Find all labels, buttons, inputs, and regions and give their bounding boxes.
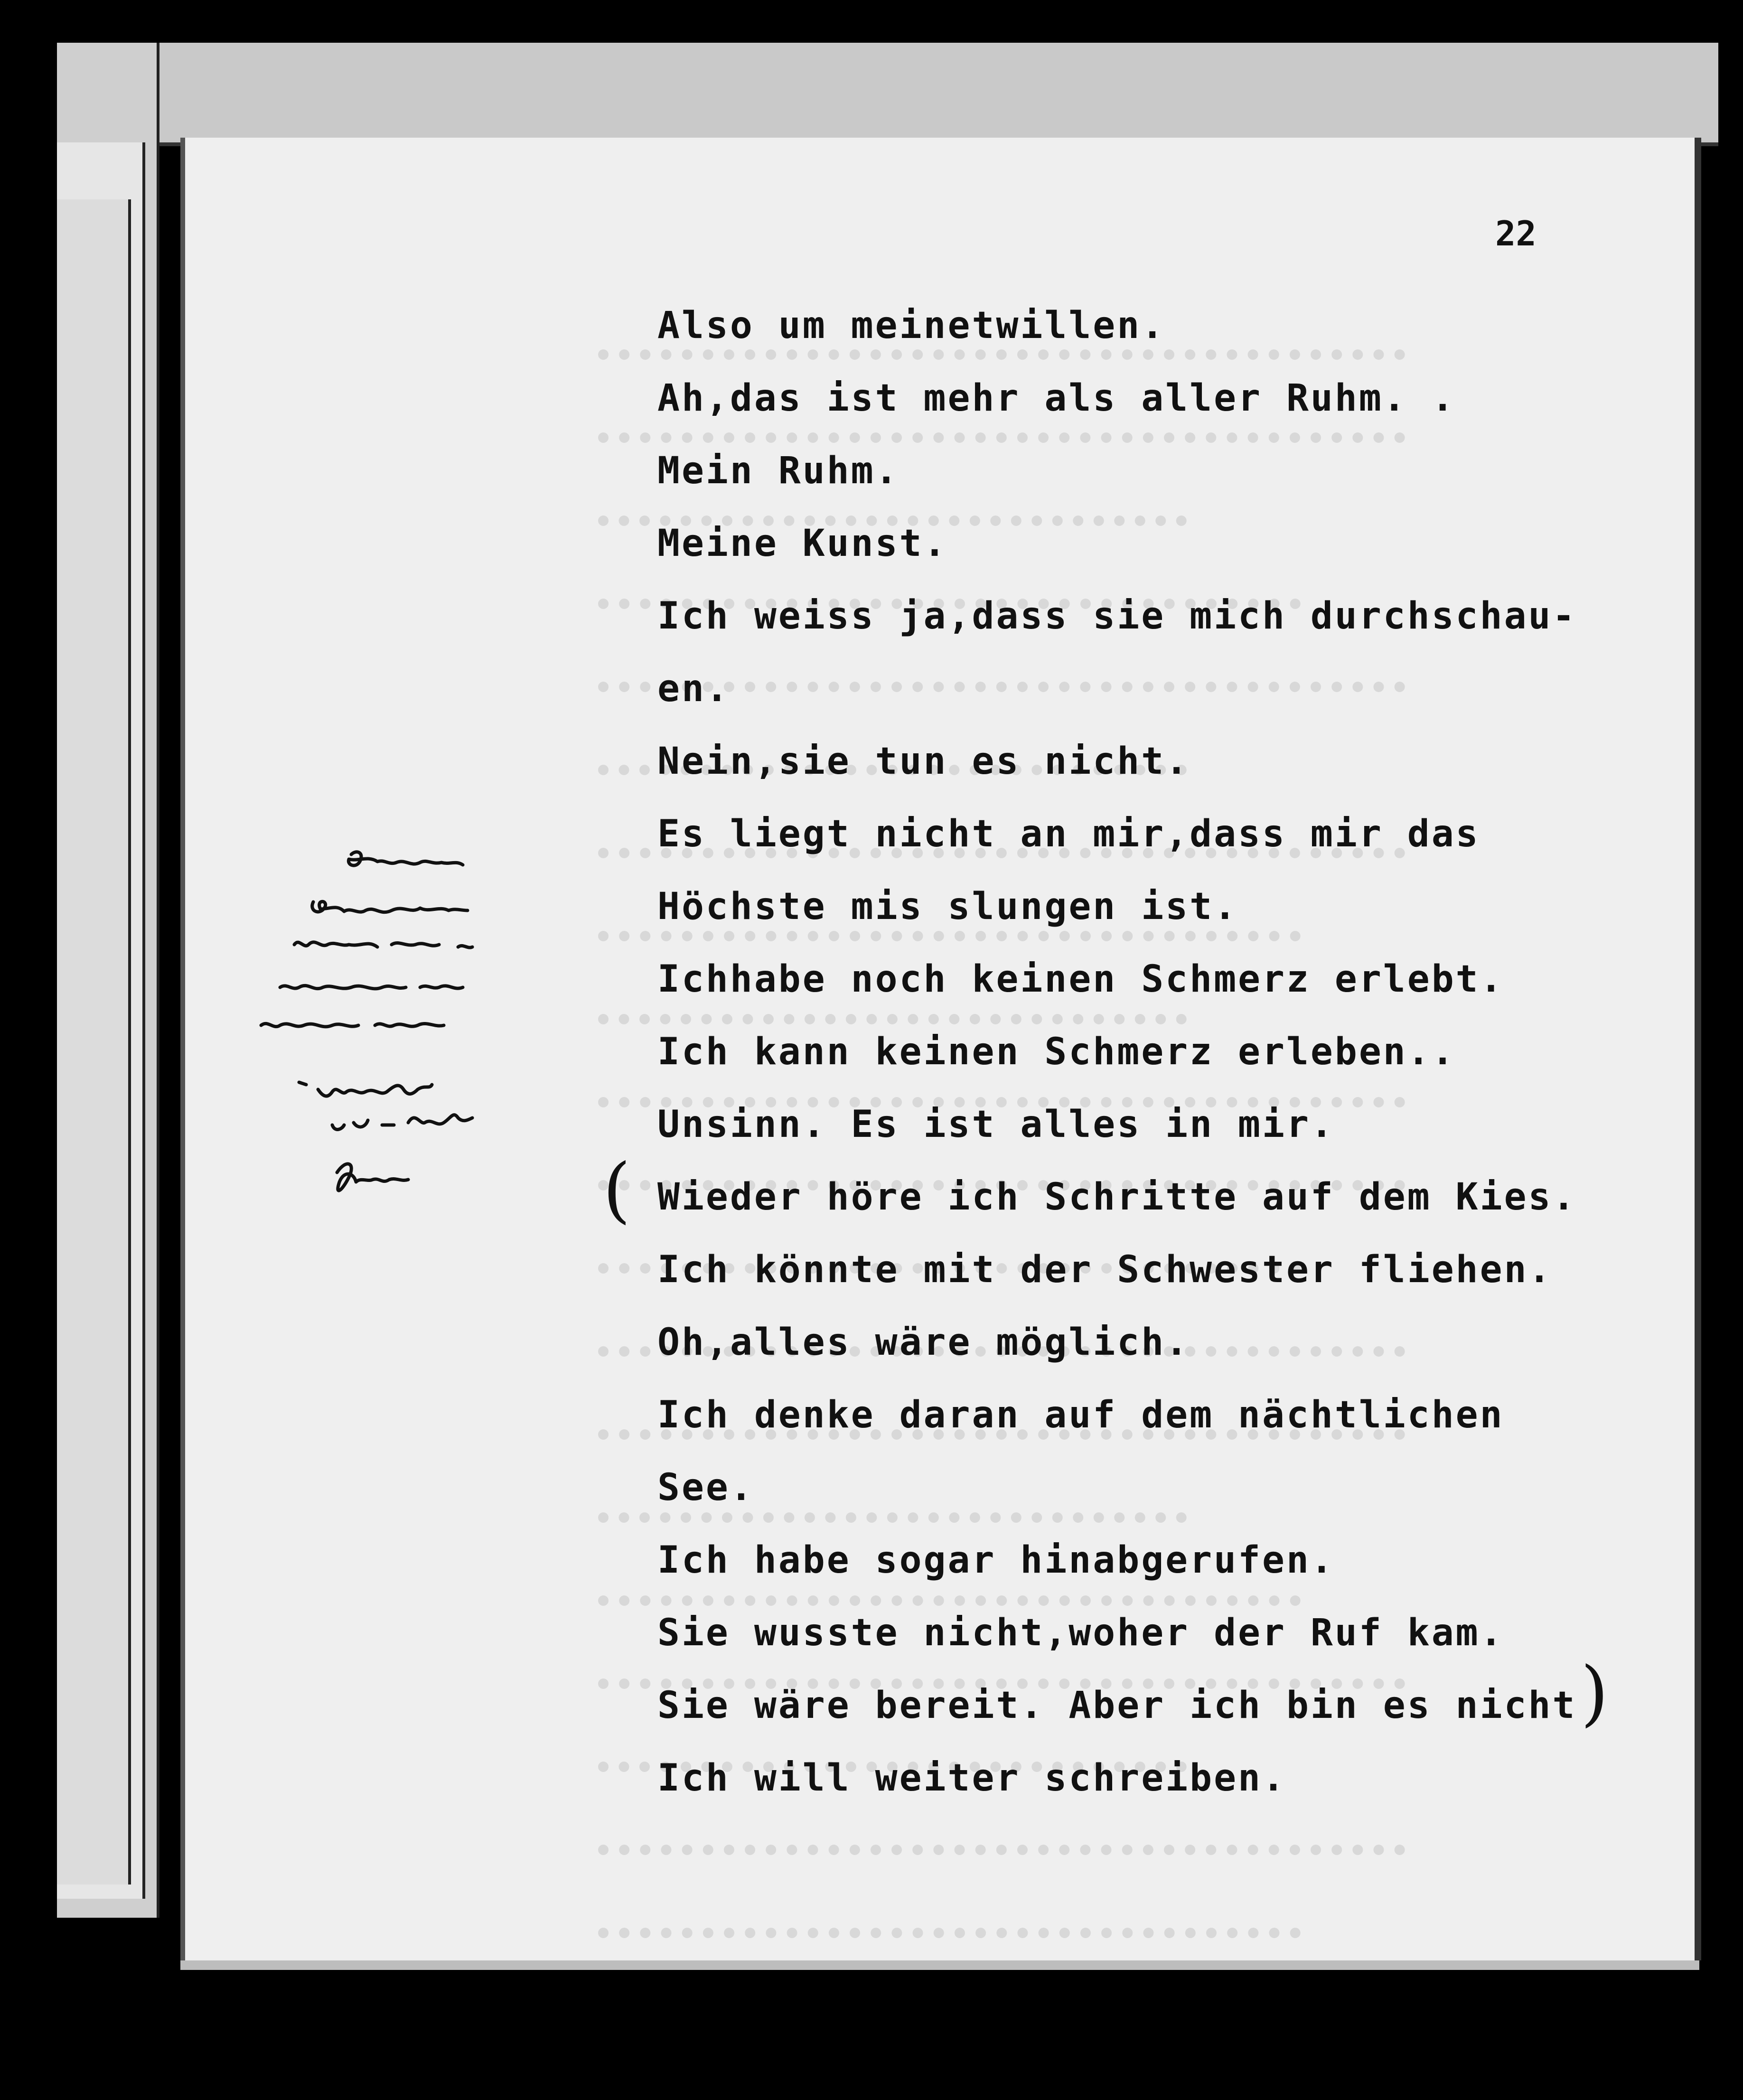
binder-top-strip xyxy=(57,43,1718,146)
text-line: Sie wusste nicht,woher der Ruf kam. xyxy=(657,1612,1504,1654)
page-number: 22 xyxy=(1495,214,1537,253)
text-line: en. xyxy=(657,667,730,710)
text-line: Unsinn. Es ist alles in mir. xyxy=(657,1103,1335,1146)
text-line: Also um meinetwillen. xyxy=(657,304,1166,347)
text-line: Ah,das ist mehr als aller Ruhm. . xyxy=(657,377,1456,420)
text-line: Es liegt nicht an mir,dass mir das xyxy=(657,813,1480,855)
text-line: Ich weiss ja,dass sie mich durchschau- xyxy=(657,595,1577,638)
text-line: Mein Ruhm. xyxy=(657,450,900,492)
text-line: Ich will weiter schreiben. xyxy=(657,1757,1286,1800)
text-line: Ich denke daran auf dem nächtlichen xyxy=(657,1394,1504,1436)
text-line: Wieder höre ich Schritte auf dem Kies. xyxy=(657,1176,1577,1219)
handwritten-close-bracket: ) xyxy=(1581,1652,1609,1734)
text-line: Ich kann keinen Schmerz erleben.. xyxy=(657,1031,1456,1073)
text-line: Ichhabe noch keinen Schmerz erlebt. xyxy=(657,958,1504,1001)
text-line: Ich könnte mit der Schwester fliehen. xyxy=(657,1248,1553,1291)
text-line: Höchste mis slungen ist. xyxy=(657,885,1238,928)
text-line: Oh,alles wäre möglich. xyxy=(657,1321,1190,1364)
typed-text-block xyxy=(657,290,1576,1815)
handwritten-open-bracket: ( xyxy=(603,1149,631,1231)
stacked-page-edge xyxy=(57,199,131,1884)
text-line: Nein,sie tun es nicht. xyxy=(657,740,1190,783)
text-line: Sie wäre bereit. Aber ich bin es nicht xyxy=(657,1684,1577,1727)
text-line: See. xyxy=(657,1466,754,1509)
text-line: Ich habe sogar hinabgerufen. xyxy=(657,1539,1335,1582)
handwritten-margin-note xyxy=(228,845,655,1225)
text-line: Meine Kunst. xyxy=(657,522,948,565)
